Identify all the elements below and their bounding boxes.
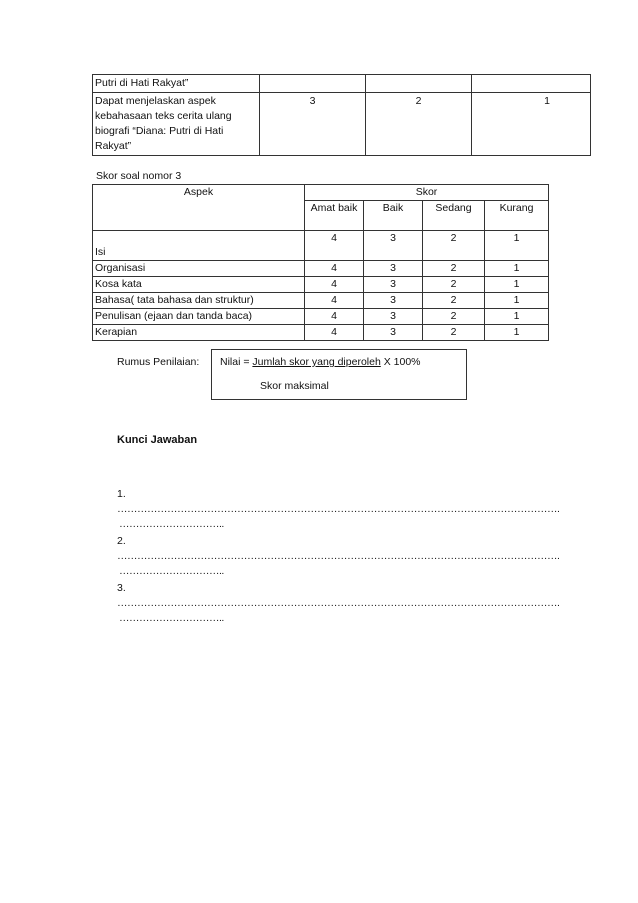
answer-number: 3. — [117, 582, 126, 594]
score-cell: 1 — [485, 277, 549, 293]
answer-blank: ……………………………………………………………………………………………………………………. — [117, 550, 560, 562]
table-row — [93, 231, 549, 261]
score-cell: 4 — [305, 261, 364, 277]
header-skor: Skor — [305, 185, 549, 201]
answer-blank: ……………………………………………………………………………………………………………………. — [117, 597, 560, 609]
answer-number: 1. — [117, 488, 126, 500]
score-cell: 2 — [423, 261, 485, 277]
table-row — [93, 75, 591, 93]
aspect-cell: Isi — [93, 231, 305, 261]
table-divider — [92, 155, 590, 158]
answer-key-title: Kunci Jawaban — [117, 434, 198, 446]
score-cell: 2 — [423, 309, 485, 325]
formula-denominator: Skor maksimal — [260, 380, 329, 392]
formula-suffix: X 100% — [380, 356, 421, 368]
score-cell: 1 — [485, 231, 549, 261]
aspect-cell: Kerapian — [93, 325, 305, 341]
rumus-formula-box — [211, 349, 467, 400]
aspect-cell: Kosa kata — [93, 277, 305, 293]
score-cell: 1 — [485, 293, 549, 309]
criteria-table-continued — [92, 74, 591, 156]
table-row — [93, 261, 549, 277]
score-cell: 3 — [364, 261, 423, 277]
table-row — [93, 293, 549, 309]
score-cell: 2 — [366, 93, 472, 156]
table-row — [93, 309, 549, 325]
answer-number: 2. — [117, 535, 126, 547]
formula-numerator: Jumlah skor yang diperoleh — [252, 356, 381, 368]
score-cell: 1 — [485, 309, 549, 325]
aspect-cell: Dapat menjelaskan aspek kebahasaan teks cerita ulang biografi “Diana: Putri di Hati Rakyat” — [93, 93, 260, 156]
aspect-cell: Penulisan (ejaan dan tanda baca) — [93, 309, 305, 325]
aspect-cell: Organisasi — [93, 261, 305, 277]
score-cell: 3 — [364, 277, 423, 293]
list-item — [117, 581, 560, 626]
score-cell: 1 — [485, 325, 549, 341]
score-cell: 3 — [364, 293, 423, 309]
score-cell: 2 — [423, 325, 485, 341]
score-cell: 3 — [364, 325, 423, 341]
formula-prefix: Nilai = — [220, 356, 253, 368]
level-header: Baik — [364, 201, 423, 231]
answer-blank: ………………………….. — [119, 565, 224, 577]
score-cell: 2 — [423, 293, 485, 309]
list-item — [117, 487, 560, 532]
table-row — [93, 325, 549, 341]
score-cell: 4 — [305, 309, 364, 325]
table-row — [93, 277, 549, 293]
score-table — [92, 184, 549, 341]
score-cell: 3 — [364, 309, 423, 325]
score-cell: 4 — [305, 325, 364, 341]
answer-blank: ……………………………………………………………………………………………………………………. — [117, 503, 560, 515]
score-cell: 1 — [485, 261, 549, 277]
score-cell: 4 — [305, 293, 364, 309]
formula-line — [220, 356, 421, 368]
answer-blank: ………………………….. — [119, 518, 224, 530]
level-header: Kurang — [485, 201, 549, 231]
score-cell: 2 — [423, 277, 485, 293]
score-cell: 3 — [364, 231, 423, 261]
score-cell: 1 — [472, 93, 591, 156]
header-aspek: Aspek — [93, 185, 305, 231]
rumus-label: Rumus Penilaian: — [117, 356, 200, 368]
answer-list — [117, 487, 560, 628]
level-header: Amat baik — [305, 201, 364, 231]
list-item — [117, 534, 560, 579]
table-header-row — [93, 185, 549, 201]
answer-blank: ………………………….. — [119, 612, 224, 624]
table-row — [93, 93, 591, 156]
level-header: Sedang — [423, 201, 485, 231]
score-cell: 4 — [305, 231, 364, 261]
aspect-cell: Putri di Hati Rakyat” — [93, 75, 260, 93]
section-caption: Skor soal nomor 3 — [96, 170, 182, 182]
score-cell: 2 — [423, 231, 485, 261]
aspect-cell: Bahasa( tata bahasa dan struktur) — [93, 293, 305, 309]
score-cell: 4 — [305, 277, 364, 293]
score-cell: 3 — [260, 93, 366, 156]
